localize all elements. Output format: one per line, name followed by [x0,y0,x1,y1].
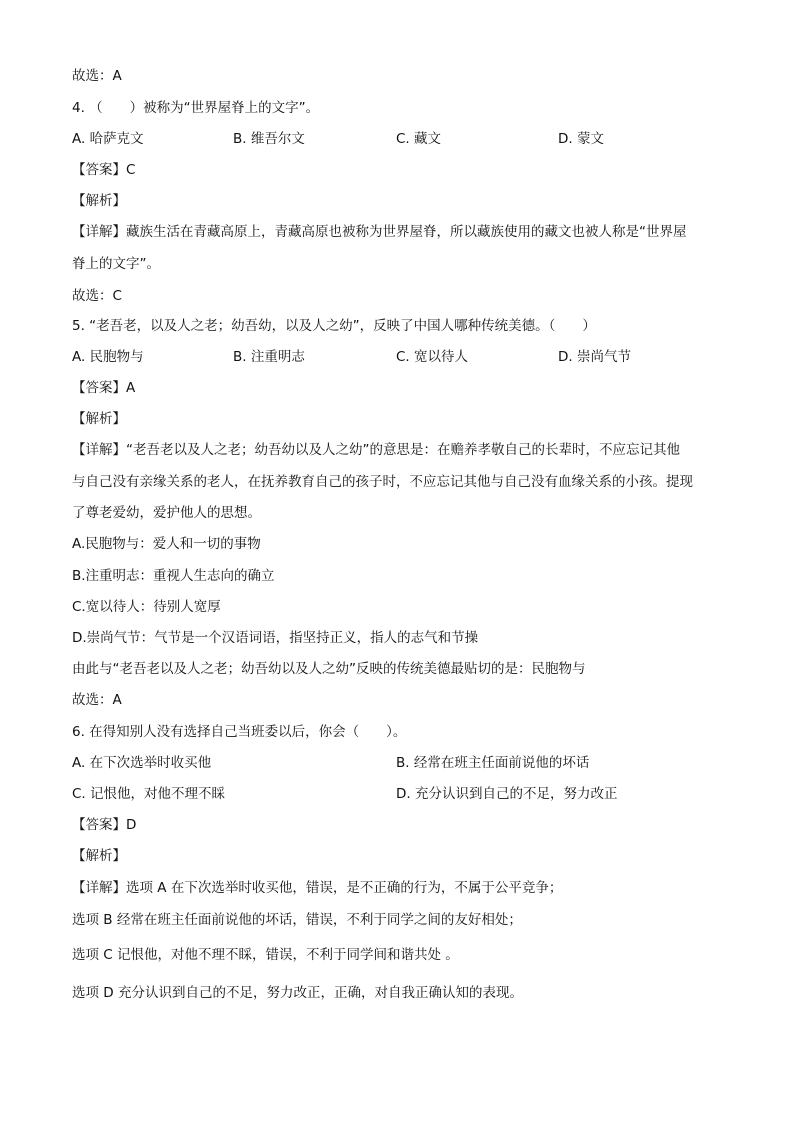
q6-analysis: 【解析】 [72,848,126,864]
q5-option-d: D. 崇尚气节 [558,349,631,365]
q5-conclusion: 故选：A [72,692,122,708]
q4-option-c: C. 藏文 [396,131,442,147]
q5-explain-d: D.崇尚气节：气节是一个汉语词语，指坚持正义，指人的志气和节操 [72,630,479,646]
q5-detail-line-2: 与自己没有亲缘关系的老人，在抚养教育自己的孩子时，不应忘记其他与自己没有血缘关系的小孩。提现 [72,474,693,490]
q6-option-a: A. 在下次选举时收买他 [72,755,212,771]
q5-stem: 5. “老吾老，以及人之老；幼吾幼，以及人之幼”，反映了中国人哪种传统美德。（ ） [72,318,596,334]
q4-stem: 4. （ ）被称为“世界屋脊上的文字”。 [72,100,320,116]
q6-detail-c: 选项 C 记恨他，对他不理不睬，错误，不利于同学间和谐共处 。 [72,947,459,963]
q4-option-b: B. 维吾尔文 [233,131,305,147]
q6-detail-a: 【详解】选项 A 在下次选举时收买他，错误，是不正确的行为，不属于公平竞争； [72,880,563,896]
q4-option-a: A. 哈萨克文 [72,131,144,147]
q5-detail-line-1: 【详解】“老吾老以及人之老；幼吾幼以及人之幼”的意思是：在赡养孝敬自己的长辈时，不应忘记其他 [72,442,680,458]
q4-answer: 【答案】C [72,162,136,178]
q5-analysis: 【解析】 [72,411,126,427]
q5-explain-c: C.宽以待人：待别人宽厚 [72,599,221,615]
q5-explain-a: A.民胞物与：爱人和一切的事物 [72,536,261,552]
q4-detail-line-2: 脊上的文字”。 [72,256,160,272]
q5-summary: 由此与“老吾老以及人之老；幼吾幼以及人之幼”反映的传统美德最贴切的是：民胞物与 [72,661,586,677]
q6-option-c: C. 记恨他，对他不理不睬 [72,786,226,802]
q5-answer: 【答案】A [72,380,136,396]
q5-detail-line-3: 了尊老爱幼，爱护他人的思想。 [72,505,261,521]
q4-analysis: 【解析】 [72,193,126,209]
q6-option-b: B. 经常在班主任面前说他的坏话 [396,755,590,771]
q4-option-d: D. 蒙文 [558,131,604,147]
q5-explain-b: B.注重明志：重视人生志向的确立 [72,568,275,584]
q6-answer: 【答案】D [72,817,137,833]
q6-detail-b: 选项 B 经常在班主任面前说他的坏话，错误，不利于同学之间的友好相处； [72,912,522,928]
q4-detail-line-1: 【详解】藏族生活在青藏高原上，青藏高原也被称为世界屋脊，所以藏族使用的藏文也被人称是“世界屋 [72,224,687,240]
q5-option-c: C. 宽以待人 [396,349,469,365]
q4-conclusion: 故选：C [72,288,122,304]
q6-stem: 6. 在得知别人没有选择自己当班委以后，你会（ ）。 [72,724,407,740]
q5-option-b: B. 注重明志 [233,349,305,365]
q5-option-a: A. 民胞物与 [72,349,144,365]
q3-conclusion: 故选：A [72,68,122,84]
q6-option-d: D. 充分认识到自己的不足，努力改正 [396,786,618,802]
q6-detail-d: 选项 D 充分认识到自己的不足，努力改正，正确，对自我正确认知的表现。 [72,985,523,1001]
